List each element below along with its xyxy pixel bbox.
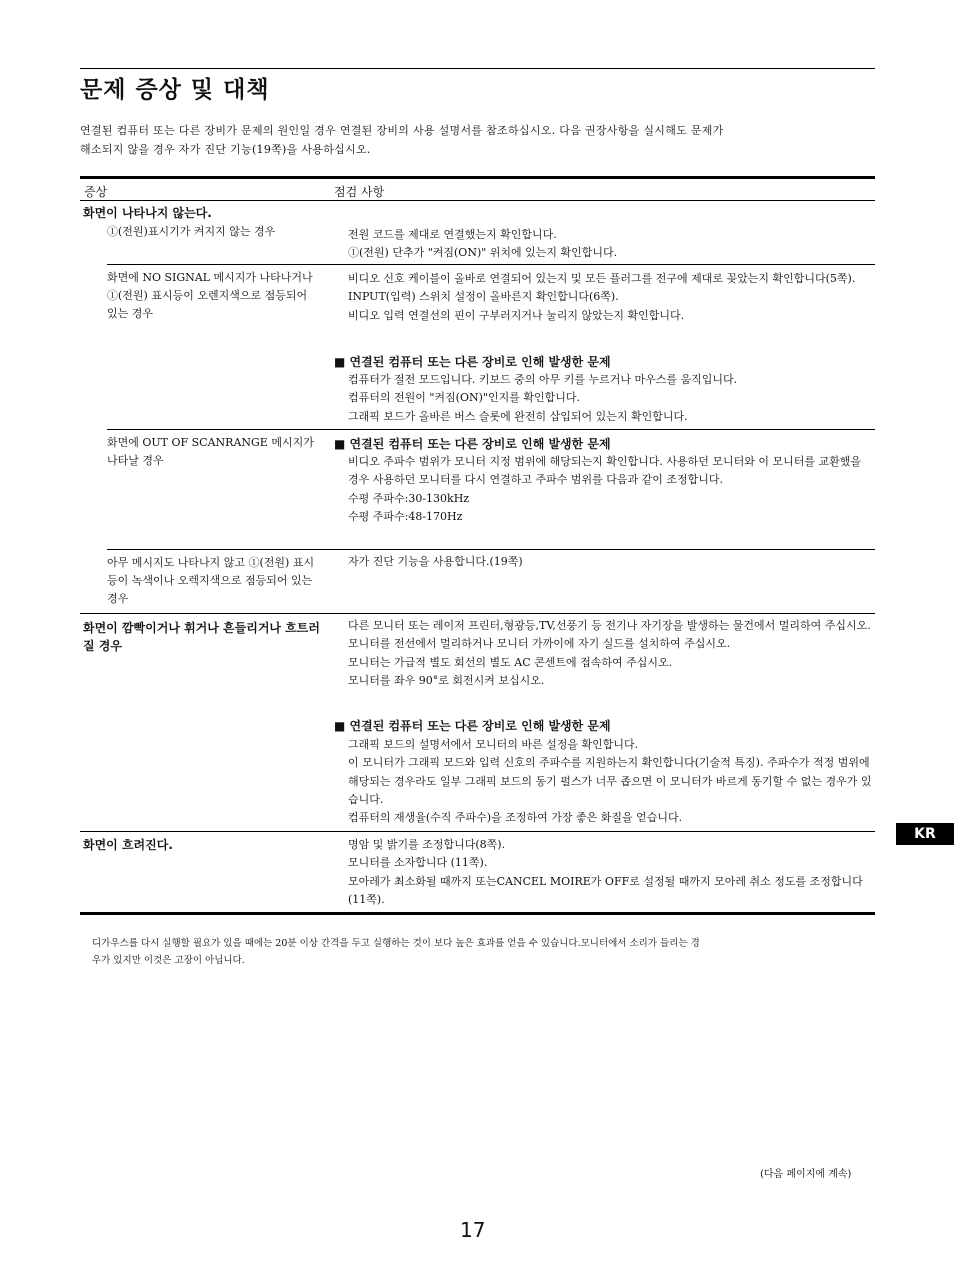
- subheading-connected-device: ■ 연결된 컴퓨터 또는 다른 장비로 인해 발생한 문제: [334, 437, 611, 451]
- check-flicker-device: [348, 736, 873, 827]
- check-line: 컴퓨터의 재생율(수직 주파수)을 조정하여 가장 좋은 화질을 얻습니다.: [348, 811, 683, 825]
- subheading-connected-device: ■ 연결된 컴퓨터 또는 다른 장비로 인해 발생한 문제: [334, 355, 611, 369]
- check-line: 모아레가 최소화될 때까지 또는CANCEL MOIRE가 OFF로 설정될 때까지 모아레 취소 정도를 조정합니다(11쪽).: [348, 874, 863, 906]
- row-divider: [80, 831, 875, 832]
- check-line: 그래픽 보드의 설명서에서 모니터의 바른 설정을 확인합니다.: [348, 738, 639, 751]
- row-divider: [107, 429, 875, 430]
- check-power-off: [348, 226, 873, 263]
- check-no-message: [348, 553, 873, 571]
- header-symptom: 증상: [84, 185, 108, 199]
- check-out-of-range: [348, 453, 873, 526]
- check-line: 모니터를 소자합니다 (11쪽).: [348, 856, 488, 870]
- check-line: 수평 주파수:48-170Hz: [348, 509, 463, 523]
- table-bottom-rule: [80, 912, 875, 915]
- intro-line: 해소되지 않을 경우 자가 진단 기능(19쪽)을 사용하십시오.: [80, 143, 371, 156]
- intro-paragraph: [80, 121, 880, 159]
- check-flicker: [348, 617, 873, 690]
- degauss-note: [92, 935, 877, 969]
- symptom-out-of-range: 화면에 OUT OF SCANRANGE 메시지가 나타날 경우: [107, 436, 314, 467]
- check-no-signal-device: [348, 371, 873, 426]
- check-line: 모니터를 전선에서 멀리하거나 모니터 가까이에 자기 실드를 설치하여 주십시오.: [348, 637, 731, 651]
- check-line: 비디오 주파수 범위가 모니터 지정 범위에 해당되는지 확인합니다. 사용하던 모니터와 이 모니터를 교환했을 경우 사용하던 모니터를 다시 연결하고 주파수 범위를 다음과 같이 조정합니다.: [348, 455, 861, 487]
- check-line: ①(전원) 단추가 "켜짐(ON)" 위치에 있는지 확인합니다.: [348, 246, 618, 260]
- intro-line: 연결된 컴퓨터 또는 다른 장비가 문제의 원인일 경우 연결된 장비의 사용 설명서를 참조하십시오. 다음 권장사항을 실시해도 문제가: [80, 124, 724, 137]
- check-line: 컴퓨터가 절전 모드입니다. 키보드 중의 아무 키를 누르거나 마우스를 움직입니다.: [348, 373, 738, 386]
- top-rule: [80, 68, 875, 69]
- check-line: 수평 주파수:30-130kHz: [348, 491, 470, 505]
- check-line: 명암 및 밝기를 조정합니다(8쪽).: [348, 838, 506, 851]
- symptom-no-signal: 화면에 NO SIGNAL 메시지가 나타나거나 ①(전원) 표시등이 오렌지색으로 점등되어 있는 경우: [107, 271, 313, 320]
- group-title-flicker: 화면이 깜빡이거나 휘거나 흔들리거나 흐트러질 경우: [83, 621, 320, 653]
- check-line: 그래픽 보드가 올바른 버스 슬롯에 완전히 삽입되어 있는지 확인합니다.: [348, 409, 688, 423]
- check-line: 컴퓨터의 전원이 "켜짐(ON)"인지를 확인합니다.: [348, 391, 580, 405]
- troubleshooting-table: [80, 176, 875, 906]
- row-divider: [107, 264, 875, 265]
- check-blurry: [348, 836, 873, 909]
- page-title: 문제 증상 및 대책: [80, 77, 270, 103]
- header-check: 점검 사항: [334, 185, 385, 199]
- check-line: 다른 모니터 또는 레이저 프린터,형광등,TV,선풍기 등 전기나 자기장을 발생하는 물건에서 멀리하여 주십시오.: [348, 619, 871, 632]
- symptom-power-off: ①(전원)표시기가 켜지지 않는 경우: [107, 225, 276, 238]
- check-line: INPUT(입력) 스위치 설정이 올바른지 확인합니다(6쪽).: [348, 290, 619, 304]
- check-line: 전원 코드를 제대로 연결했는지 확인합니다.: [348, 228, 557, 241]
- row-divider: [80, 613, 875, 614]
- check-line: 비디오 신호 케이블이 올바로 연결되어 있는지 및 모든 플러그를 전구에 제대로 꽂았는지 확인합니다(5쪽).: [348, 272, 856, 285]
- group-title-no-picture: 화면이 나타나지 않는다.: [83, 206, 212, 220]
- check-no-signal: [348, 270, 873, 325]
- check-line: 모니터는 가급적 별도 회선의 별도 AC 콘센트에 접속하여 주십시오.: [348, 655, 673, 669]
- check-line: 이 모니터가 그래픽 모드와 입력 신호의 주파수를 지원하는지 확인합니다(기술적 특징). 주파수가 적정 범위에 해당되는 경우라도 일부 그래픽 보드의 동기 펄스가 너무 좁으면 이 모니터가 바르게 동기할 수 없는 경우가 있습니다.: [348, 756, 872, 806]
- check-line: 자가 진단 기능을 사용합니다.(19쪽): [348, 555, 523, 568]
- note-line: 우가 있지만 이것은 고장이 아닙니다.: [92, 955, 245, 966]
- continued-notice: (다음 페이지에 계속): [760, 1169, 852, 1180]
- note-line: 디가우스를 다시 실행할 필요가 있을 때에는 20분 이상 간격을 두고 실행하는 것이 보다 높은 효과를 얻을 수 있습니다.모니터에서 소리가 들리는 경: [92, 938, 700, 949]
- check-line: 비디오 입력 연결선의 핀이 구부러지거나 눌리지 않았는지 확인합니다.: [348, 308, 685, 322]
- subheading-connected-device: ■ 연결된 컴퓨터 또는 다른 장비로 인해 발생한 문제: [334, 719, 611, 733]
- row-divider: [107, 549, 875, 550]
- language-tab: KR: [896, 823, 954, 845]
- table-header: [80, 176, 875, 201]
- check-line: 모니터를 좌우 90°로 회전시켜 보십시오.: [348, 673, 545, 687]
- page-number: 17: [460, 1218, 486, 1242]
- symptom-no-message: 아무 메시지도 나타나지 않고 ①(전원) 표시등이 녹색이나 오렉지색으로 점등되어 있는 경우: [107, 556, 315, 605]
- group-title-blurry: 화면이 흐려진다.: [83, 838, 173, 852]
